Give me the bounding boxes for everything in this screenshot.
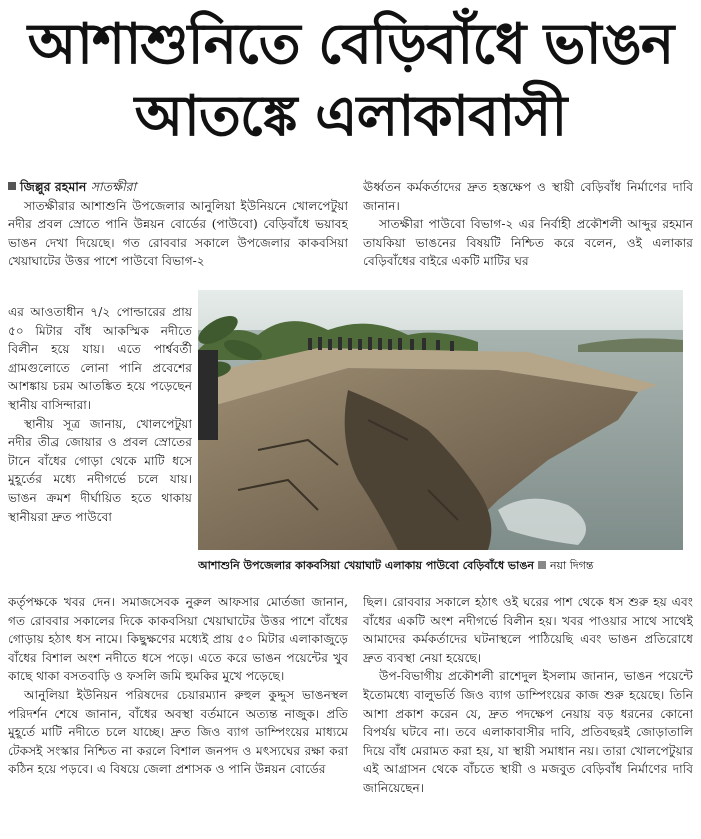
byline xyxy=(8,178,348,197)
paragraph: স্থানীয় সূত্র জানায়, খোলপেটুয়া নদীর তীব্র জোয়ার ও প্রবল স্রোতের টানে বাঁধের গোড়া থেকে মাটি ধসে মুহূর্তের মধ্যে নদীগর্ভে চলে যায়। ভাঙন ক্রমশ দীর্ঘায়িত হতে থাকায় স্থানীয়রা দ্রুত পাউবো xyxy=(8,416,192,524)
paragraph: সাতক্ষীরা পাউবো বিভাগ-২ এর নির্বাহী প্রকৌশলী আব্দুর রহমান তাযকিয়া ভাঙনের বিষয়টি নিশ্চিত করে বলেন, ওই এলাকার বেড়িবাঁধের বাইরে একটি মাটির ঘর xyxy=(363,217,693,269)
byline-author: জিল্লুর রহমান xyxy=(20,179,87,194)
paragraph: ঊর্ধ্বতন কর্মকর্তাদের দ্রুত হস্তক্ষেপ ও স্থায়ী বেড়িবাঁধ নির্মাণের দাবি জানান। xyxy=(363,180,693,213)
headline-line-2: আতঙ্কে এলাকাবাসী xyxy=(134,84,567,149)
paragraph: সাতক্ষীরার আশাশুনি উপজেলার আনুলিয়া ইউনিয়নে খোলপেটুয়া নদীর প্রবল স্রোতে পানি উন্নয়ন বোর্ডের (পাউবো) বেড়িবাঁধে ভয়াবহ ভাঙন দেখা দিয়েছে। গত রোববার সকালে উপজেলার কাকবসিয়া খেয়াঘাটের উত্তর পাশে পাউবো বিভাগ-২ xyxy=(8,198,348,269)
paragraph: উপ-বিভাগীয় প্রকৌশলী রাশেদুল ইসলাম জানান, ভাঙন পয়েন্টে ইতোমধ্যে বালুভর্তি জিও ব্যাগ ডাম্পিংয়ের কাজ শুরু হয়েছে। তিনি আশা প্রকাশ করেন যে, দ্রুত পদক্ষেপ নেয়ায় বড় ধরনের কোনো বিপর্যয় ঘটবে না। তবে এলাকাবাসীর দাবি, প্রতিবছরই জোড়াতালি দিয়ে বাঁধ মেরামত করা হয়, যা স্থায়ী সমাধান নয়। তারা খোলপেটুয়ার এই আগ্রাসন থেকে বাঁচতে স্থায়ী ও মজবুত বেড়িবাঁধ নির্মাণের দাবি জানিয়েছেন। xyxy=(363,669,693,795)
caption-text: আশাশুনি উপজেলার কাকবসিয়া খেয়াঘাট এলাকায় পাউবো বেড়িবাঁধে ভাঙন xyxy=(198,559,534,572)
paragraph: আনুলিয়া ইউনিয়ন পরিষদের চেয়ারম্যান রুহুল কুদ্দুস ভাঙনস্থল পরিদর্শন শেষে জানান, বাঁধের অবস্থা বর্তমানে অত্যন্ত নাজুক। প্রতি মুহূর্তে মাটি নদীতে চলে যাচ্ছে। দ্রুত জিও ব্যাগ ডাম্পিংয়ের মাধ্যমে টেকসই সংস্কার নিশ্চিত না করলে বিশাল জনপদ ও মৎস্যঘের রক্ষা করা কঠিন হয়ে পড়বে। এ বিষয়ে জেলা প্রশাসক ও পানি উন্নয়ন বোর্ডের xyxy=(8,687,348,777)
riverbank-erosion-illustration xyxy=(198,290,683,550)
separator-square-icon xyxy=(538,561,546,569)
paragraph: কর্তৃপক্ষকে খবর দেন। সমাজসেবক নুরুল আফসার মোর্তজা জানান, গত রোববার সকালের দিকে কাকবসিয়া খেয়াঘাটের উত্তর পাশে বাঁধের গোড়ায় হঠাৎ ধস নামে। কিছুক্ষণের মধ্যেই প্রায় ৫০ মিটার এলাকাজুড়ে বাঁধের বিশাল অংশ নদীতে ধসে পড়ে। এতে করে ভাঙন পয়েন্টের খুব কাছে থাকা বসতবাড়ি ও ফসলি জমি হুমকির মুখে পড়েছে। xyxy=(8,595,348,684)
article-column-bottom-left xyxy=(8,593,348,833)
paragraph: ছিল। রোববার সকালে হঠাৎ ওই ঘরের পাশ থেকে ধস শুরু হয় এবং বাঁধের একটি অংশ নদীগর্ভে বিলীন হয়। খবর পাওয়ার সাথে সাথেই আমাদের কর্মকর্তাদের ঘটনাস্থলে পাঠিয়েছি এবং ভাঙন প্রতিরোধে দ্রুত ব্যবস্থা নেয়া হয়েছে। xyxy=(363,595,693,665)
headline-line-1: আশাশুনিতে বেড়িবাঁধে ভাঙন xyxy=(27,12,674,77)
article-column-bottom-right xyxy=(363,593,693,833)
bullet-icon xyxy=(8,182,16,190)
paragraph: এর আওতাধীন ৭/২ পোল্ডারের প্রায় ৫০ মিটার বাঁধ আকস্মিক নদীতে বিলীন হয়ে যায়। এতে পার্শ্ববর্তী গ্রামগুলোতে লোনা পানি প্রবেশের আশঙ্কায় চরম আতঙ্কিত হয়ে পড়েছেন স্থানীয় বাসিন্দারা। xyxy=(8,305,192,412)
article-column-left-top xyxy=(8,178,348,303)
news-photo xyxy=(198,290,683,550)
photo-caption xyxy=(198,553,683,579)
article-column-right-top xyxy=(363,178,693,288)
article-column-left-narrow xyxy=(8,303,192,593)
photo-source: নয়া দিগন্ত xyxy=(549,559,594,572)
byline-place: সাতক্ষীরা xyxy=(90,179,137,194)
